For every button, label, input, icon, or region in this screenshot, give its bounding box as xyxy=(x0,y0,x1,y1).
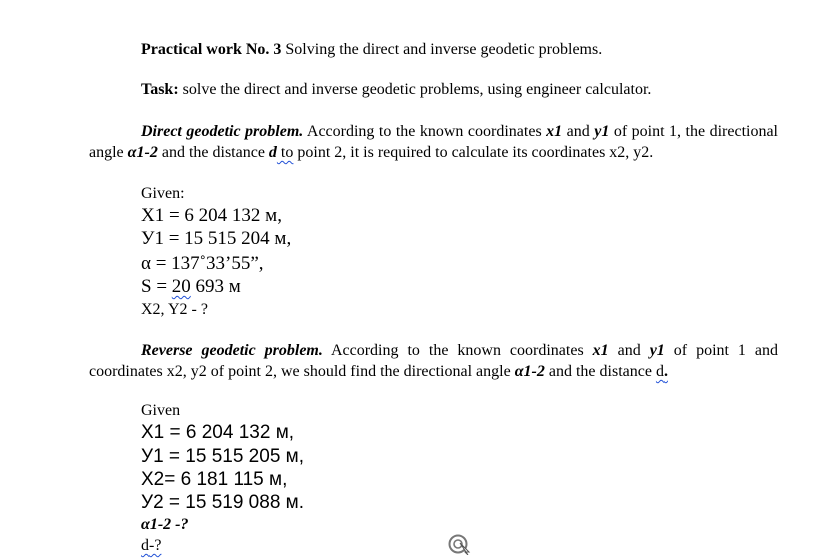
spellcheck-underline: d-? xyxy=(141,537,162,554)
task-line xyxy=(141,80,651,100)
reverse-x1-value: X1 = 6 204 132 м, xyxy=(141,422,295,443)
reverse-y1-value: У1 = 15 515 205 м, xyxy=(141,446,305,467)
page-heading xyxy=(141,40,602,60)
direct-given-label: Given: xyxy=(141,185,185,202)
heading-label: Practical work No. 3 xyxy=(141,41,282,58)
busy-cursor-icon xyxy=(447,533,471,555)
direct-unknowns: X2, Y2 - ? xyxy=(141,301,208,318)
spellcheck-underline: 20 xyxy=(171,276,191,297)
direct-y1-value: У1 = 15 515 204 м, xyxy=(141,228,292,249)
spellcheck-underline: d. xyxy=(655,363,668,380)
reverse-find-alpha: α1-2 -? xyxy=(141,516,189,533)
direct-x1-value: X1 = 6 204 132 м, xyxy=(141,205,282,226)
task-label: Task: xyxy=(141,81,179,98)
heading-text: Solving the direct and inverse geodetic problems. xyxy=(281,41,603,58)
direct-problem-paragraph: Direct geodetic problem. According to the known coordinates x1 and y1 of point 1, the directional angle α1-2 and the distance d to point 2, it is required to calculate its coordinates x2, y2. xyxy=(89,123,779,161)
reverse-y2-value: У2 = 15 519 088 м. xyxy=(141,492,305,513)
reverse-find-distance xyxy=(141,536,161,556)
reverse-problem-title: Reverse geodetic problem. xyxy=(141,342,323,359)
direct-distance-value: S = 20 693 м xyxy=(141,276,241,297)
reverse-problem-paragraph: Reverse geodetic problem. According to the known coordinates x1 and y1 of point 1 and coordinates x2, y2 of point 2, we should find the directional angle α1-2 and the distance d. xyxy=(89,342,779,380)
reverse-given-label: Given xyxy=(141,402,181,419)
task-text: solve the direct and inverse geodetic problems, using engineer calculator. xyxy=(178,81,652,98)
direct-alpha-value: α = 137˚33’55”, xyxy=(141,253,264,274)
spellcheck-underline: to xyxy=(276,144,294,161)
direct-problem-title: Direct geodetic problem. xyxy=(141,123,304,140)
reverse-x2-value: X2= 6 181 115 м, xyxy=(141,469,288,490)
